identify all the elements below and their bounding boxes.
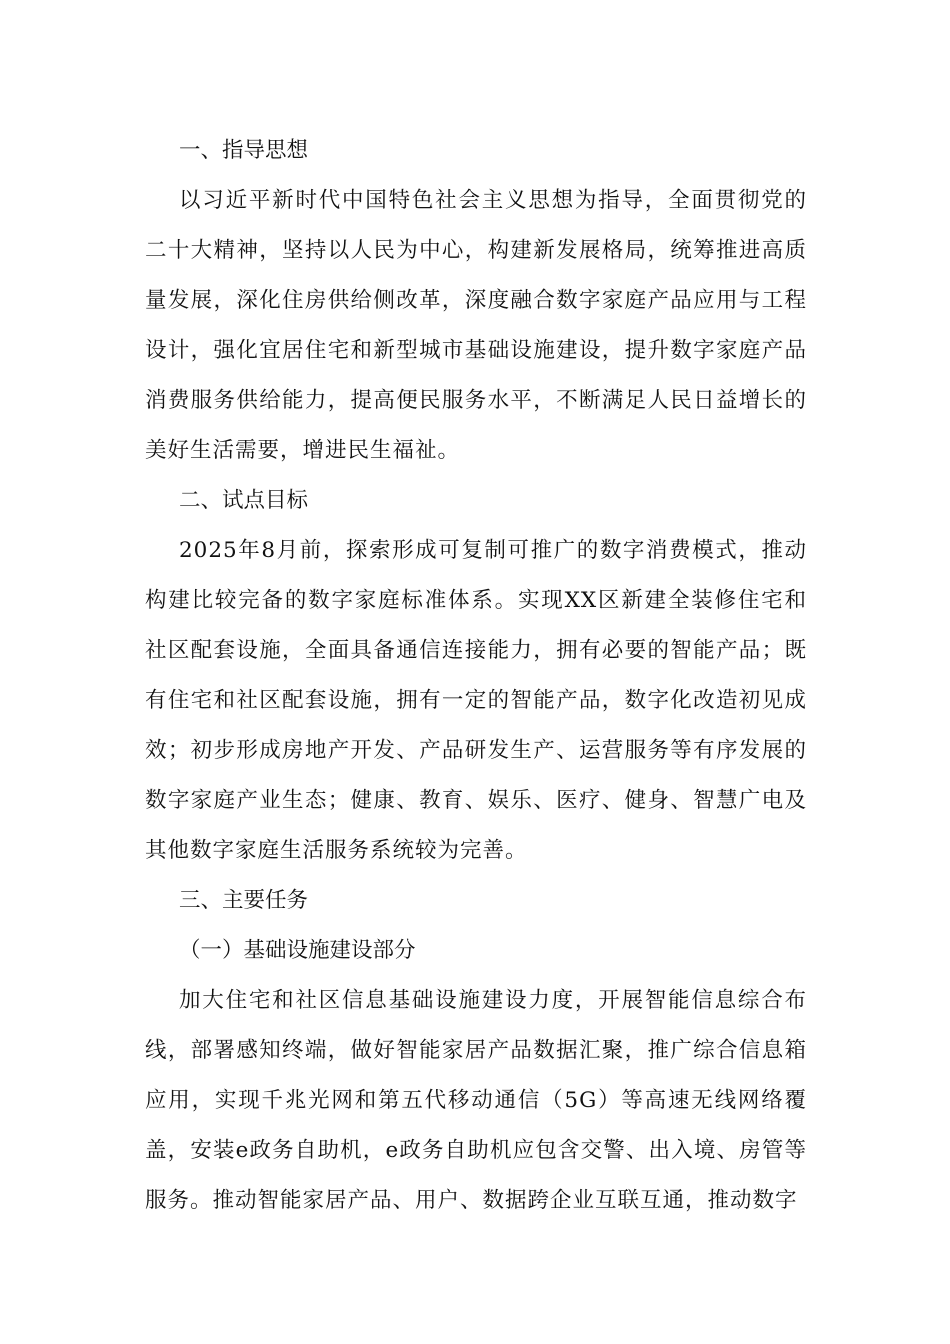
section-heading-main-tasks: 三、主要任务 xyxy=(179,888,309,913)
subsection-heading-infrastructure: （一）基础设施建设部分 xyxy=(179,938,416,963)
paragraph-guiding-ideology: 以习近平新时代中国特色社会主义思想为指导，全面贯彻党的二十大精神，坚持以人民为中心，构建新发展格局，统筹推进高质量发展，深化住房供给侧改革，深度融合数字家庭产品应用与工程设计，强化宜居住宅和新型城市基础设施建设，提升数字家庭产品消费服务供给能力，提高便民服务水平，不断满足人民日益增长的美好生活需要，增进民生福祉。 xyxy=(145,188,807,463)
section-heading-pilot-goals: 二、试点目标 xyxy=(179,488,309,513)
section-heading-guiding-ideology: 一、指导思想 xyxy=(179,138,309,163)
paragraph-pilot-goals: 2025年8月前，探索形成可复制可推广的数字消费模式，推动构建比较完备的数字家庭标准体系。实现XX区新建全装修住宅和社区配套设施，全面具备通信连接能力，拥有必要的智能产品；既有住宅和社区配套设施，拥有一定的智能产品，数字化改造初见成效；初步形成房地产开发、产品研发生产、运营服务等有序发展的数字家庭产业生态；健康、教育、娱乐、医疗、健身、智慧广电及其他数字家庭生活服务系统较为完善。 xyxy=(145,538,807,863)
paragraph-infrastructure: 加大住宅和社区信息基础设施建设力度，开展智能信息综合布线，部署感知终端，做好智能家居产品数据汇聚，推广综合信息箱应用，实现千兆光网和第五代移动通信（5G）等高速无线网络覆盖，安装e政务自助机，e政务自助机应包含交警、出入境、房管等服务。推动智能家居产品、用户、数据跨企业互联互通，推动数字 xyxy=(145,988,807,1213)
document-body xyxy=(145,126,807,1226)
